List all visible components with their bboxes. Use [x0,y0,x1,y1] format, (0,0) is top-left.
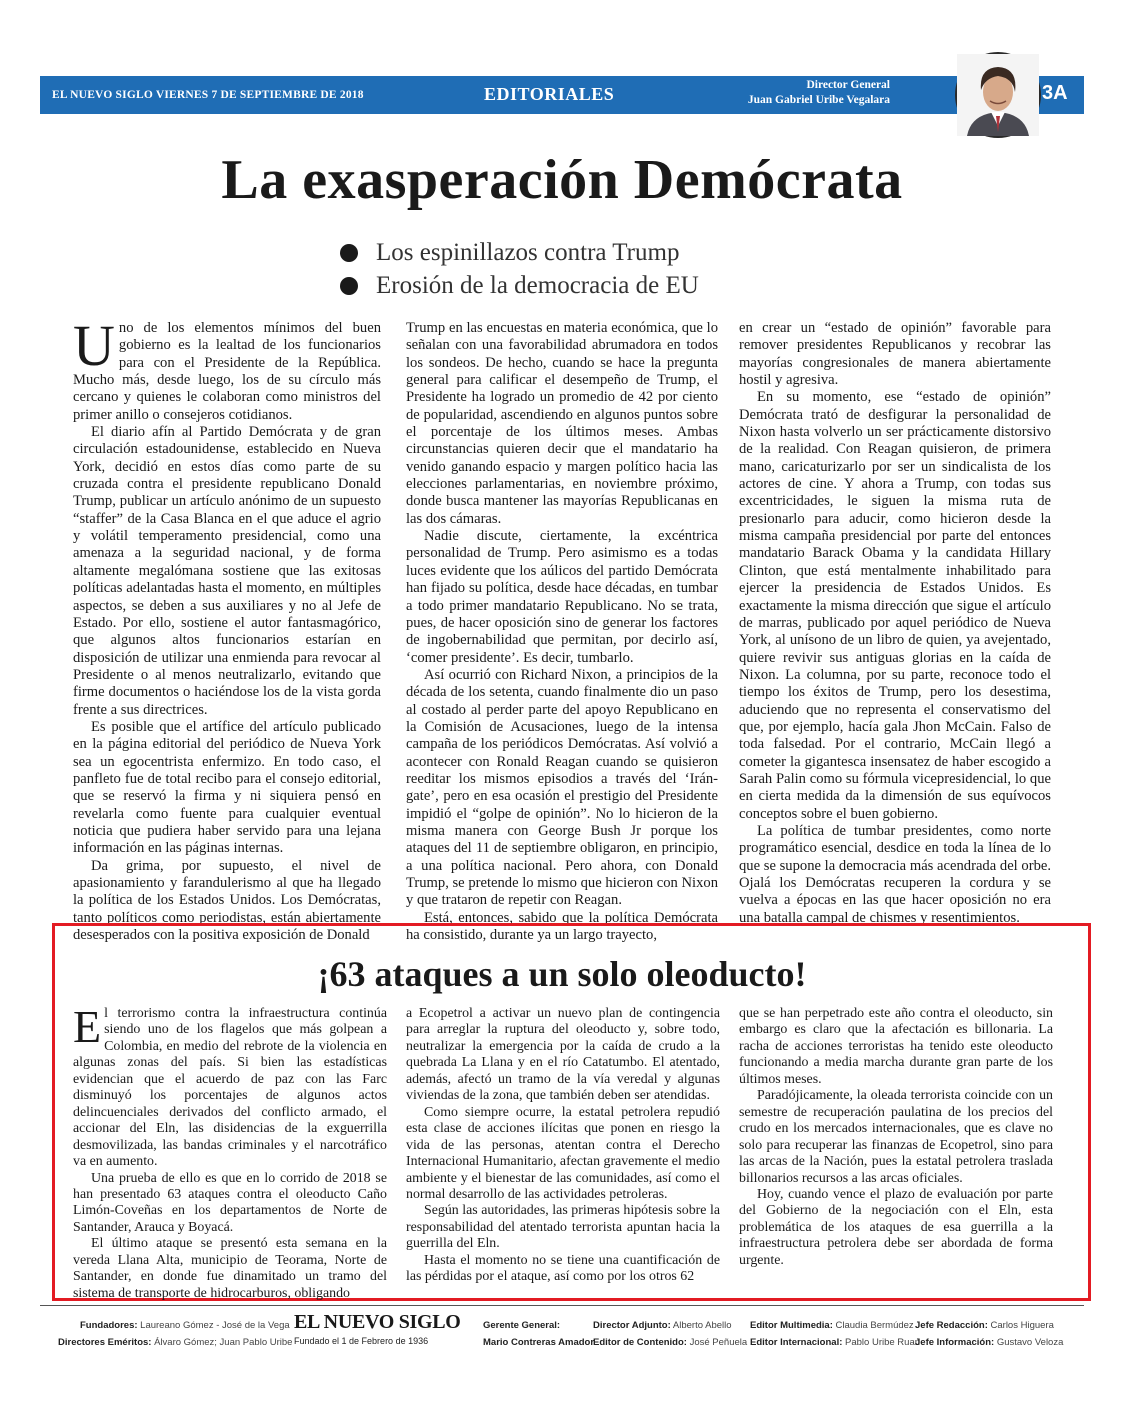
footer-label: Editor Multimedia: [750,1320,833,1331]
footer-gerente-label [483,1320,560,1331]
footer-fundadores [80,1320,290,1331]
footer-label: Jefe Información: [915,1337,995,1348]
footer-value: Álvaro Gómez; Juan Pablo Uribe [154,1337,293,1348]
footer-label: Editor de Contenido: [593,1337,687,1348]
footer-value: Gustavo Veloza [996,1337,1064,1348]
footer-label: Editor Internacional: [750,1337,843,1348]
bullet-icon [340,244,358,262]
footer-value: Alberto Abello [672,1320,732,1331]
paragraph: Hoy, cuando vence el plazo de evaluación por parte del Gobierno de la negociación con el Eln, esta problemática de los ataques de esa guerrilla a la infraestructura petrolera debe ser abordada de forma urgente. [739,1186,1053,1268]
footer-adjunto [593,1320,732,1331]
page-number: 3A [1042,82,1068,104]
paragraph: en crear un “estado de opinión” favorable para remover presidentes Republicanos y recobrar las mayorías congresionales de manera abiertamente hostil y agresiva. [739,320,1051,389]
footer-multimedia [750,1320,914,1331]
paragraph: que se han perpetrado este año contra el oleoducto, sin embargo es claro que la afectación es billonaria. La racha de acciones terroristas ha tenido este oleoducto funcionando a media marcha durante gran parte de los últimos meses. [739,1006,1053,1087]
paragraph: Es posible que el artífice del artículo publicado en la página editorial del periódico de Nueva York sea un egocentrista enfermizo. En todo caso, el panfleto fue de total recibo para el consejo editorial, que se reservó la firma y ni siquiera pensó en revelarla como fuente para cualquier eventual noticia que pudiera haber servido para una lejana información en las páginas internas. [73,718,381,857]
editorial-1-column-1 [73,313,381,944]
footer-contenido [593,1337,747,1348]
editorial-1-title: La exasperación Demócrata [221,149,903,211]
paragraph: Según las autoridades, las primeras hipótesis sobre la responsabilidad del atentado terrorista apuntan hacia la guerrilla del Eln. [406,1203,720,1252]
footer-value: José Peñuela [689,1337,748,1348]
paragraph: no de los elementos mínimos del buen gobierno es la lealtad de los funcionarios para con el Presidente de la República. Mucho más, desde luego, los de su círculo más cercano y quienes le colaboran como ministros del primer anillo o consejeros cotidianos. [73,320,381,423]
paragraph: Trump en las encuestas en materia económica, que lo señalan con una favorabilidad abrumadora en todos los sondeos. De hecho, cuando se hace la pregunta general para calificar el desempeño de Trump, el Presidente ha logrado un promedio de 42 por ciento de popularidad, ascendiendo en algunos puntos sobre el porcentaje de los últimos meses. Ambas circunstancias quieren decir que el mandatario ha venido ganando espacio y margen político hacia las elecciones parlamentarias, en noviembre próximo, donde busca mantener las mayorías Republicanas en las dos cámaras. [406,320,718,527]
footer-value: Laureano Gómez - José de la Vega [140,1320,290,1331]
bullet-item [340,269,699,302]
director-title: Director General [806,79,890,91]
editorial-1-column-2 [406,320,718,944]
footer-emeritos [58,1337,292,1348]
paragraph: Está, entonces, sabido que la política Demócrata ha consistido, durante ya un largo trayecto, [406,909,718,944]
section-title: EDITORIALES [484,84,615,104]
footer-fundado: Fundado el 1 de Febrero de 1936 [294,1336,429,1346]
footer-label: Directores Eméritos: [58,1337,152,1348]
paragraph: Como siempre ocurre, la estatal petrolera repudió esta clase de acciones ilícitas que ponen en riesgo la vida de las personas, atentan contra el Derecho Internacional Humanitario, afectan gravemente el medio ambiente y el bienestar de las comunidades, así como el normal desarrollo de las actividades petroleras. [406,1104,720,1202]
editorial-1-bullets [340,236,699,302]
editorial-1-column-3 [739,320,1051,926]
paragraph: Nadie discute, ciertamente, la excéntrica personalidad de Trump. Pero asimismo es a todas luces evidente que los aúlicos del partido Demócrata han fijado su política, desde hace décadas, en tumbar a todo primer mandatario Republicano. No se trata, pues, de hacer oposición sino de generar los factores de ingobernabilidad que permitan, por decirlo así, ‘comer presidente’. Es decir, tumbarlo. [406,528,718,666]
drop-cap: U [73,313,115,378]
footer-label: Jefe Redacción: [915,1320,988,1331]
paragraph: l terrorismo contra la infraestructura continúa siendo uno de los flagelos que más golpean a Colombia, en medio del rebrote de la violencia en algunas zonas del país. Si bien las estadísticas evidencian que el acuerdo de paz con las Farc disminuyó los porcentajes de algunos actos delincuenciales derivados del conflicto armado, el accionar del Eln, las disidencias de la exguerrilla desmovilizada, las bandas criminales y el narcotráfico va en aumento. [73,1006,387,1170]
drop-cap: E [73,1001,102,1052]
editorial-2-column-2 [406,1006,720,1286]
footer-value: Pablo Uribe Ruan [845,1337,921,1348]
paragraph: Una prueba de ello es que en lo corrido de 2018 se han presentado 63 ataques contra el oleoducto Caño Limón-Coveñas en los departamentos de Norte de Santander, Arauca y Boyacá. [73,1170,387,1235]
footer-value: Mario Contreras Amador [483,1337,595,1348]
editorial-2-column-1 [73,1001,387,1301]
newspaper-logo: EL NUEVO SIGLO [294,1311,461,1333]
paragraph: En su momento, ese “estado de opinión” Demócrata trató de desfigurar la personalidad de Nixon hasta volverlo un ser prácticamente distorsivo de la realidad. Con Reagan quisieron, de primera mano, caricaturizarlo por ser un sindicalista de los actores de cine. Y ahora a Trump, con todas sus excentricidades, le siguen la misma ruta de presionarlo para aducir, como hicieron desde la misma campaña presidencial por parte del entonces mandatario Barack Obama y la candidata Hillary Clinton, que está mentalmente inhabilitado para ejercer la presidencia de Estados Unidos. Es exactamente la misma dirección que sigue el artículo de marras, publicado por aquel periódico de Nueva York, al unísono de un libro de quien, ya avejentado, quiere revivir sus antiguas glorias en la caída de Nixon. La columna, por su parte, reconoce todo el tiempo los éxitos de Trump, pero los desestima, aduciendo que no representa el conservatismo del que, por ejemplo, hacía gala Jhon McCain. Falso de toda falsedad. Por el contrario, McCain llegó a cometer la gigantesca insensatez de haber escogido a Sarah Palin como su fórmula vicepresidencial, lo que en cierta medida da la dimensión de sus equívocos conceptos sobre el buen gobierno. [739,389,1051,822]
paragraph: El diario afín al Partido Demócrata y de gran circulación estadounidense, establecido en Nueva York, decidió en estos días como parte de su cruzada contra el presidente republicano Donald Trump, publicar un artículo anónimo de un supuesto “staffer” de la Casa Blanca en el que aduce el agrio y volátil temperamento presidencial, como una amenaza a la seguridad nacional, y de forma altamente megalómana sostiene que las exitosas políticas adelantadas hasta el momento, en múltiples aspectos, se deben a sus auxiliares y no al Jefe de Estado. Por ello, sostiene el autor fantasmagórico, que algunos altos funcionarios estarían en disposición de utilizar una enmienda para revocar al Presidente o al menos neutralizarlo, evitando que firme documentos o haciéndose los de la vista gorda frente a sus directrices. [73,424,381,718]
editorial-2-title: ¡63 ataques a un solo oleoducto! [317,954,807,994]
bullet-text: Erosión de la democracia de EU [376,271,699,299]
director-portrait [955,52,1041,138]
paragraph: Así ocurrió con Richard Nixon, a principios de la década de los setenta, cuando finalmente dio un paso al costado al perder parte del apoyo Republicano en la Comisión de Acusaciones, luego de la intensa campaña de los periódicos Demócratas. Así volvió a acontecer con Ronald Reagan cuando se quisieron reeditar los mismos episodios a través del ‘Irán-gate’, pero en esa ocasión el prestigio del Presidente impidió el “golpe de opinión”. No lo hicieron de la misma manera con George Bush Jr porque los ataques del 11 de septiembre obligaron, en principio, a una política nacional. Pero ahora, con Donald Trump, se pretende lo mismo que hicieron con Nixon y que trataron de repetir con Reagan. [406,666,718,909]
publication-date: EL NUEVO SIGLO VIERNES 7 DE SEPTIEMBRE DE 2018 [52,89,364,101]
director-credit [700,78,890,108]
footer-divider [40,1305,1084,1306]
bullet-text: Los espinillazos contra Trump [376,238,680,266]
bullet-item [340,236,699,269]
bullet-icon [340,277,358,295]
footer-label: Fundadores: [80,1320,138,1331]
footer-redaccion [915,1320,1054,1331]
footer-value: Carlos Higuera [990,1320,1054,1331]
paragraph: a Ecopetrol a activar un nuevo plan de contingencia para arreglar la ruptura del oleoducto y, sobre todo, neutralizar la emergencia por la caída de crudo a la quebrada La Llana y en el río Catatumbo. El atentado, además, afectó un tramo de la vía veredal y algunas viviendas de la zona, que también deben ser atendidas. [406,1006,720,1104]
footer-label: Gerente General: [483,1320,561,1331]
director-name: Juan Gabriel Uribe Vegalara [747,94,890,106]
paragraph: Hasta el momento no se tiene una cuantificación de las pérdidas por el ataque, así como por los otros 62 [406,1252,720,1285]
footer-gerente [483,1337,594,1348]
paragraph: El último ataque se presentó esta semana en la vereda Llana Alta, municipio de Teorama, Norte de Santander, en donde fue dinamitado un tramo del sistema de transporte de hidrocarburos, obligando [73,1236,387,1301]
footer-informacion [915,1337,1063,1348]
footer-label: Director Adjunto: [593,1320,671,1331]
footer-internacional [750,1337,920,1348]
paragraph: La política de tumbar presidentes, como norte programático esencial, desdice en toda la línea de lo que se supone la democracia más acendrada del orbe. Ojalá los Demócratas recuperen la cordura y se vuelva a épocas en las que hacer oposición no era una batalla campal de chismes y resentimientos. [739,822,1051,926]
editorial-2-column-3 [739,1006,1053,1286]
paragraph: Da grima, por supuesto, el nivel de apasionamiento y farandulerismo al que ha llegado la política de los Estados Unidos. Los Demócratas, tanto políticos como periodistas, están abiertamente desesperados con la positiva exposición de Donald [73,857,381,944]
paragraph: Paradójicamente, la oleada terrorista coincide con un semestre de recuperación paulatina de los precios del crudo en los mercados internacionales, que es clave no solo para recuperar las finanzas de Ecopetrol, sino para las arcas de la Nación, pues la estatal petrolera traslada billonarios recursos a las arcas oficiales. [739,1088,1053,1186]
footer-value: Claudia Bermúdez [835,1320,914,1331]
